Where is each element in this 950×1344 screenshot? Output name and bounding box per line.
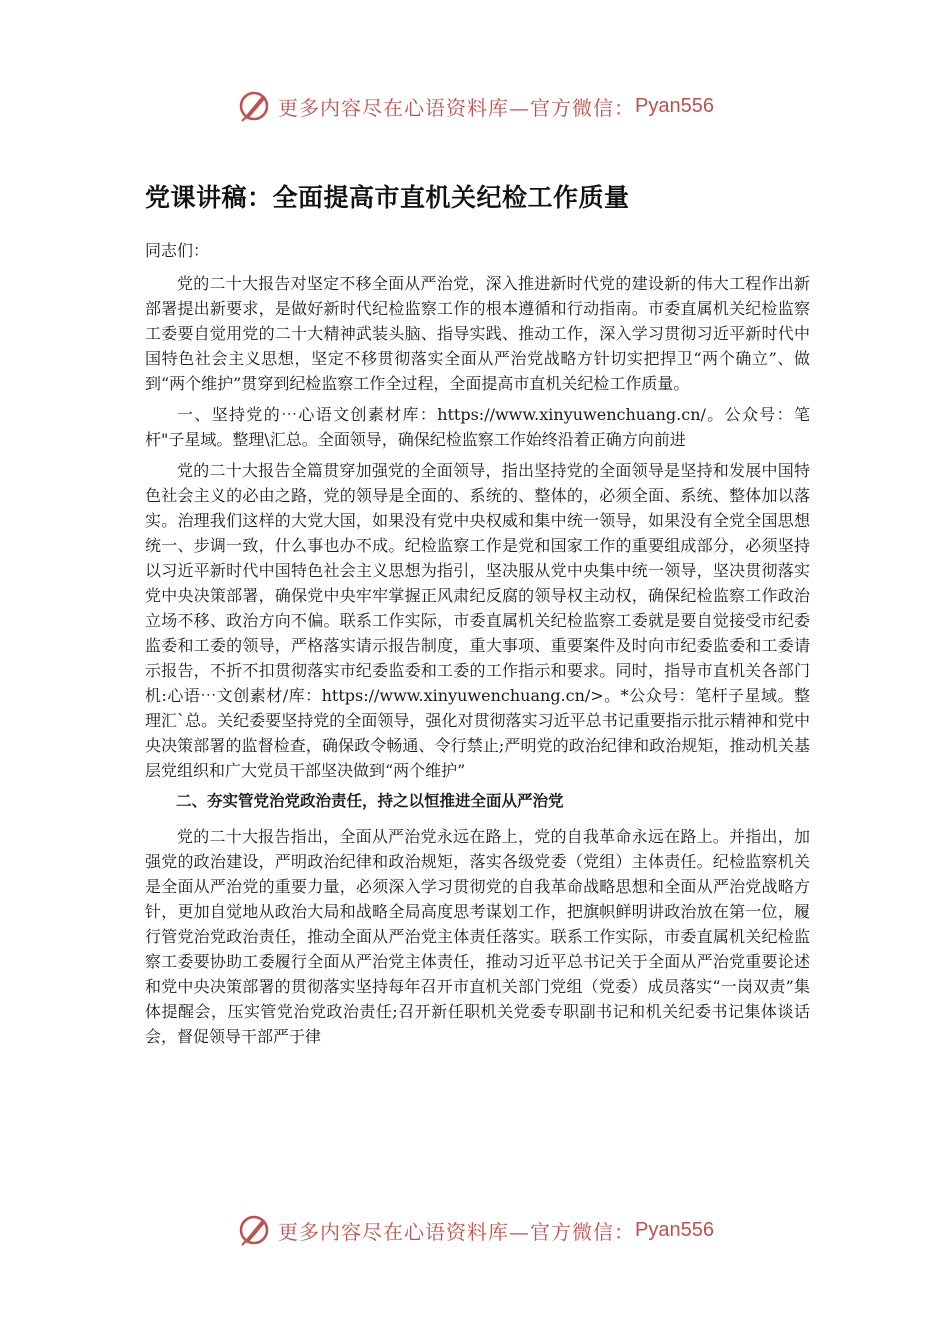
section-heading-2: 二、夯实管党治党政治责任，持之以恒推进全面从严治党 bbox=[176, 792, 564, 810]
banner-text: 更多内容尽在心语资料库—官方微信： bbox=[278, 1219, 636, 1244]
quill-logo-icon bbox=[236, 88, 272, 124]
footer-banner bbox=[0, 1210, 950, 1250]
paragraph-section-2: 党的二十大报告指出，全面从严治党永远在路上，党的自我革命永远在路上。并指出，加强党的政治建设，严明政治纪律和政治规矩，落实各级党委（党组）主体责任。纪检监察机关是全面从严治党的重要力量，必须深入学习贯彻党的自我革命战略思想和全面从严治党战略方针，更加自觉地从政治大局和战略全局高度思考谋划工作，把旗帜鲜明讲政治放在第一位，履行管党治党政治责任，推动全面从严治党主体责任落实。联系工作实际，市委直属机关纪检监察工委要协助工委履行全面从严治党主体责任，推动习近平总书记关于全面从严治党重要论述和党中央决策部署的贯彻落实坚持每年召开市直机关部门党组（党委）成员落实“一岗双责”集体提醒会，压实管党治党政治责任;召开新任职机关党委专职副书记和机关纪委书记集体谈话会，督促领导干部严于律 bbox=[145, 827, 810, 1046]
document-body bbox=[145, 178, 810, 1049]
salutation: 同志们： bbox=[145, 241, 210, 260]
document-title: 党课讲稿：全面提高市直机关纪检工作质量 bbox=[145, 183, 630, 212]
paragraph-section-1: 党的二十大报告全篇贯穿加强党的全面领导，指出坚持党的全面领导是坚持和发展中国特色社会主义的必由之路，党的领导是全面的、系统的、整体的，必须全面、系统、整体加以落实。治理我们这样的大党大国，如果没有党中央权威和集中统一领导，如果没有全党全国思想统一、步调一致，什么事也办不成。纪检监察工作是党和国家工作的重要组成部分，必须坚持以习近平新时代中国特色社会主义思想为指引，坚决服从党中央集中统一领导，坚决贯彻落实党中央决策部署，确保党中央牢牢掌握正风肃纪反腐的领导权主动权，确保纪检监察工作政治立场不移、政治方向不偏。联系工作实际，市委直属机关纪检监察工委就是要自觉接受市纪委监委和工委的领导，严格落实请示报告制度，重大事项、重要案件及时向市纪委监委和工委请示报告，不折不扣贯彻落实市纪委监委和工委的工作指示和要求。同时，指导市直机关各部门机:心语⋯文创素材/库：https://www.xinyuwenchuang.cn/>。*公众号：笔杆子星域。整理汇`总。关纪委要坚持党的全面领导，强化对贯彻落实习近平总书记重要指示批示精神和党中央决策部署的监督检查，确保政令畅通、令行禁止;严明党的政治纪律和政治规矩，推动机关基层党组织和广大党员干部坚决做到“两个维护” bbox=[145, 461, 810, 780]
wechat-id: Pyan556 bbox=[635, 94, 714, 117]
quill-logo-icon bbox=[236, 1212, 272, 1248]
paragraph-intro: 党的二十大报告对坚定不移全面从严治党，深入推进新时代党的建设新的伟大工程作出新部署提出新要求，是做好新时代纪检监察工作的根本遵循和行动指南。市委直属机关纪检监察工委要自觉用党的二十大精神武装头脑、指导实践、推动工作，深入学习贯彻习近平新时代中国特色社会主义思想，坚定不移贯彻落实全面从严治党战略方针切实把捍卫“两个确立”、做到“两个维护”贯穿到纪检监察工作全过程，全面提高市直机关纪检工作质量。 bbox=[145, 274, 810, 393]
section-heading-1: 一、坚持党的⋯心语文创素材库：https://www.xinyuwenchuang.cn/。公众号：笔杆"子星域。整理\汇总。全面领导，确保纪检监察工作始终沿着正确方向前进 bbox=[145, 405, 810, 449]
wechat-id: Pyan556 bbox=[635, 1218, 714, 1241]
header-banner bbox=[0, 86, 950, 126]
banner-text: 更多内容尽在心语资料库—官方微信： bbox=[278, 95, 636, 120]
